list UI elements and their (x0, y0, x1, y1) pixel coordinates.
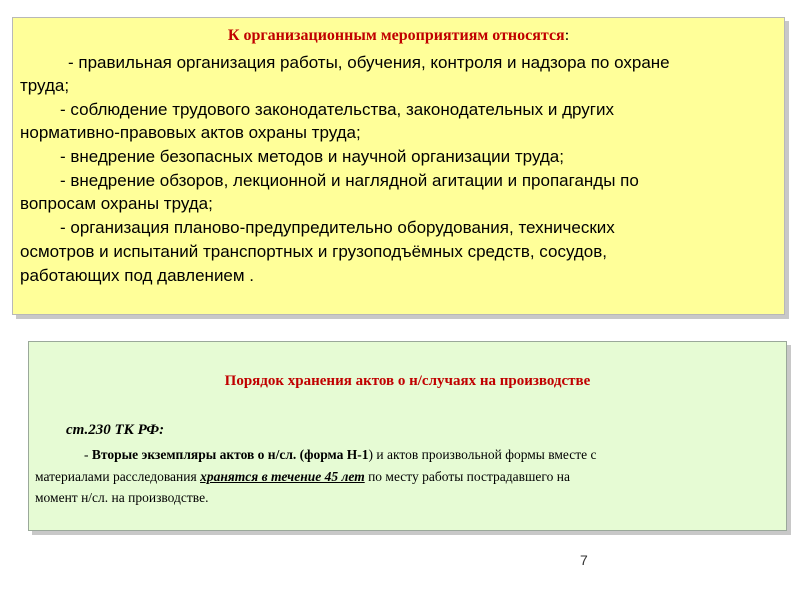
storage-text-line: момент н/сл. на производстве. (35, 490, 209, 505)
storage-text-line: - Вторые экземпляры актов о н/сл. (форма Н-1) и актов произвольной формы вместе с (84, 447, 597, 462)
measure-line: труда; (20, 76, 70, 95)
measure-line: нормативно-правовых актов охраны труда; (20, 123, 361, 142)
article-reference: ст.230 ТК РФ: (66, 422, 165, 438)
measure-line: осмотров и испытаний транспортных и грузоподъёмных средств, сосудов, (20, 242, 608, 261)
measure-line: - соблюдение трудового законодательства, законодательных и других (60, 100, 614, 119)
page-number: 7 (580, 552, 588, 568)
storage-text-line: материалами расследования хранятся в течение 45 лет по месту работы пострадавшего на (35, 469, 570, 484)
organizational-measures-box (12, 17, 785, 315)
measure-line: - организация планово-предупредительно оборудования, технических (60, 218, 615, 237)
measure-line: - внедрение безопасных методов и научной организации труда; (60, 147, 564, 166)
organizational-measures-title: К организационным мероприятиям относятся: (227, 27, 570, 44)
measure-line: - правильная организация работы, обучения, контроля и надзора по охране (68, 53, 670, 72)
measure-line: работающих под давлением . (20, 266, 255, 285)
acts-storage-box (28, 341, 787, 531)
measure-line: вопросам охраны труда; (20, 194, 213, 213)
storage-period-emphasis: хранятся в течение 45 лет (200, 469, 365, 484)
acts-storage-title: Порядок хранения актов о н/случаях на производстве (224, 373, 591, 389)
measure-line: - внедрение обзоров, лекционной и наглядной агитации и пропаганды по (60, 171, 639, 190)
